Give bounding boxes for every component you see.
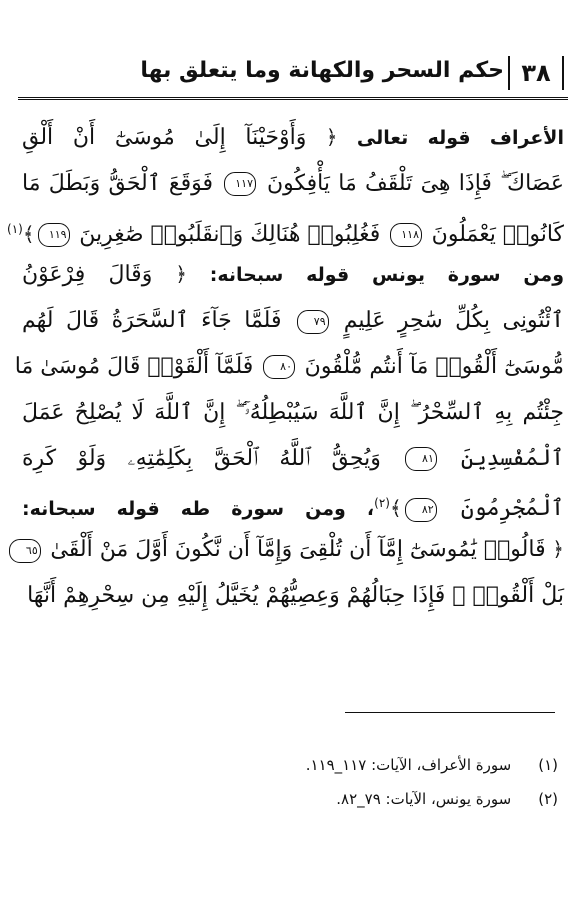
text-line-2 (22, 161, 564, 207)
page-number: ٣٨ (508, 56, 564, 90)
running-header (18, 50, 568, 100)
prose-text: ، ومن سورة طه قوله سبحانه: (22, 498, 375, 521)
quran-text: كَانُوا۟ يَعْمَلُونَ (431, 221, 564, 247)
quran-text: بَلْ أَلْقُوا۟ ۖ فَإِذَا حِبَالُهُمْ وَعِصِيُّهُمْ يُخَيَّلُ إِلَيْهِ مِن سِحْرِهِمْ أَنَّهَا (27, 582, 564, 608)
quran-text: جِئْتُم بِهِ ٱلسِّحْرُ ۖ إِنَّ ٱللَّهَ سَيُبْطِلُهُۥٓ ۖ إِنَّ ٱللَّهَ لَا يُصْلِحُ عَمَلَ (22, 399, 564, 425)
verse-number-marker: ٨٢ (405, 498, 437, 522)
quran-text: فَوَقَعَ ٱلْحَقُّ وَبَطَلَ مَا (22, 170, 214, 196)
verse-number-marker: ٧٩ (297, 310, 329, 334)
header-divider (18, 97, 568, 100)
verse-number-marker: ١١٩ (38, 223, 70, 247)
quran-text: وَيُحِقُّ ٱللَّهُ ٱلْحَقَّ بِكَلِمَٰتِهِۦ وَلَوْ كَرِهَ (22, 445, 381, 471)
open-quran-bracket: ﴿ (325, 125, 338, 149)
footnote (22, 748, 558, 782)
body-text (7, 115, 565, 619)
text-line-1 (22, 115, 564, 161)
text-line-3 (7, 207, 564, 253)
verse-number-marker: ٦٥ (9, 539, 41, 563)
prose-text: الأعراف قوله تعالى (356, 127, 564, 149)
text-line-7 (22, 390, 564, 436)
text-line-8 (22, 436, 564, 482)
quran-text: مُّوسَىٰٓ أَلْقُوا۟ مَآ أَنتُم مُّلْقُونَ (304, 353, 564, 379)
quran-text: قَالُوا۟ يَٰمُوسَىٰٓ إِمَّآ أَن تُلْقِىَ وَإِمَّآ أَن نَّكُونَ أَوَّلَ مَنْ أَلْقَىٰ (50, 537, 546, 563)
quran-text: عَصَاكَ ۖ فَإِذَا هِىَ تَلْقَفُ مَا يَأْفِكُونَ (266, 170, 565, 196)
quran-text: وَقَالَ فِرْعَوْنُ (22, 262, 153, 288)
close-quran-bracket: ﴾ (389, 496, 402, 521)
footnote-text: سورة يونس، الآيات: ٧٩_٨٢. (336, 790, 512, 808)
open-quran-bracket: ﴿ (552, 537, 564, 562)
quran-text: ٱئْتُونِى بِكُلِّ سَٰحِرٍ عَلِيمٍ (343, 308, 564, 334)
footnote-divider (345, 712, 555, 713)
footnote-mark: (١) (538, 756, 558, 774)
quran-text: فَلَمَّا جَآءَ ٱلسَّحَرَةُ قَالَ لَهُم (22, 308, 282, 334)
open-quran-bracket: ﴿ (175, 262, 187, 287)
header-title: حكم السحر والكهانة وما يتعلق بها (140, 58, 504, 83)
footnote-mark: (٢) (538, 790, 558, 808)
quran-text: وَأَوْحَيْنَآ إِلَىٰ مُوسَىٰٓ أَنْ أَلْقِ (22, 125, 307, 150)
quran-text: ٱلْمُجْرِمُونَ (460, 496, 564, 522)
text-line-9 (22, 481, 564, 527)
close-quran-bracket: ﴾ (22, 221, 35, 246)
footnote (22, 782, 558, 816)
verse-number-marker: ١١٨ (390, 223, 422, 247)
footnote-reference: (٢) (374, 496, 390, 511)
footnote-reference: (١) (7, 221, 23, 236)
quran-text: فَلَمَّآ أَلْقَوْا۟ قَالَ مُوسَىٰ مَا (14, 353, 254, 379)
text-line-6 (14, 344, 564, 390)
text-line-4 (22, 252, 564, 298)
verse-number-marker: ١١٧ (224, 172, 256, 196)
prose-text: ومن سورة يونس قوله سبحانه: (209, 264, 565, 287)
verse-number-marker: ٨٠ (263, 355, 295, 379)
text-line-11 (22, 573, 564, 619)
verse-number-marker: ٨١ (405, 447, 437, 471)
footnotes (22, 748, 558, 816)
quran-text: فَغُلِبُوا۟ هُنَالِكَ وَٱنقَلَبُوا۟ صَٰغِرِينَ (79, 221, 381, 247)
text-line-5 (22, 298, 564, 344)
text-line-10 (22, 527, 564, 573)
quran-text: ٱلْمُفْسِدِينَ (460, 445, 564, 471)
footnote-text: سورة الأعراف، الآيات: ١١٧_١١٩. (305, 756, 512, 774)
